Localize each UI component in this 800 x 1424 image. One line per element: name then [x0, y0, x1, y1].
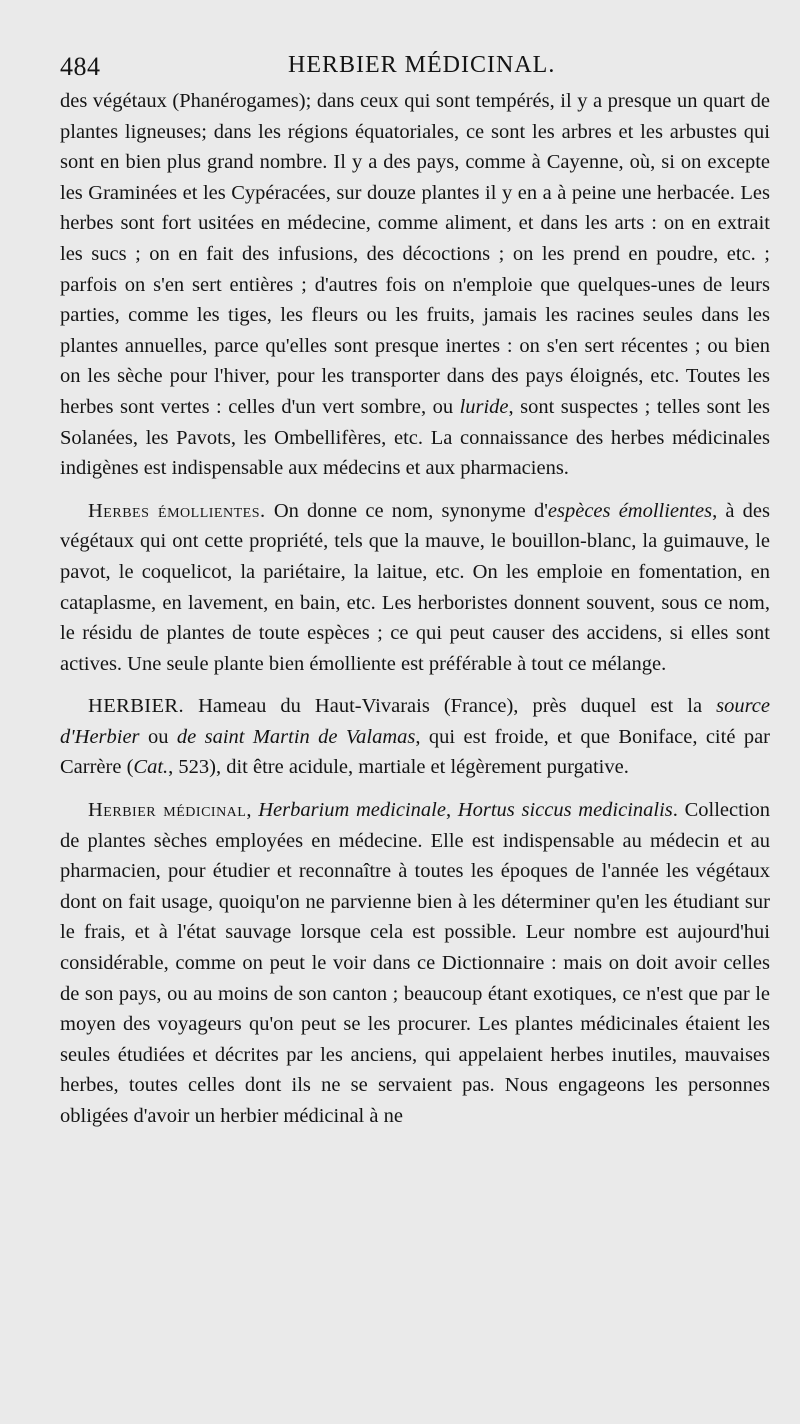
text-run: , sont suspectes ; telles sont les Solanées, les Pavots, les Ombellifères, etc. La connaissance des herbes médicinales indigènes est indispensable aux médecins et aux pharmaciens. — [60, 395, 771, 480]
entry-headword: Herbes émollientes. — [88, 499, 266, 522]
italic-term: de saint Martin de Valamas — [176, 725, 416, 748]
text-run: des végétaux (Phanérogames); dans ceux qui sont tempérés, il y a presque un quart de plantes ligneuses; dans les régions équatoriales, ce sont les arbres et les arbustes qui sont en bien plus grand nombre. Il y a des pays, comme à Cayenne, où, si on excepte les Graminées et les Cypéracées, sur douze plantes il y en a à peine une herbacée. Les herbes sont fort usitées en médecine, comme aliment, et dans les arts : on en extrait les sucs ; on en fait des infusions, des décoctions ; on les prend en poudre, etc. ; parfois on s'en sert entières ; d'autres fois on n'emploie que quelques-unes de leurs parties, comme les tiges, les fleurs ou les fruits, jamais les racines seules dans les plantes annuelles, parce qu'elles sont presque inertes : on s'en sert récentes ; ou bien on les sèche pour l'hiver, pour les transporter dans des pays éloignés, etc. Toutes les herbes sont vertes : celles d'un vert sombre, ou — [60, 90, 770, 418]
entry-headword: Herbier médicinal — [88, 799, 247, 822]
body-text — [60, 86, 770, 1132]
text-run: , qui est froide, et que Boniface, cité par Carrère ( — [60, 725, 770, 779]
text-run: , 523), dit être acidule, martiale et légèrement purgative. — [168, 756, 629, 779]
italic-term: Herbarium medicinale — [258, 799, 446, 822]
text-run: , — [445, 799, 458, 822]
italic-term: Hortus siccus medicinalis — [457, 799, 673, 822]
italic-term: espèces émollientes — [547, 499, 713, 522]
page-header — [60, 52, 770, 86]
text-run: , — [246, 799, 259, 822]
italic-term: luride — [459, 395, 509, 418]
text-run: Hameau du Haut-Vivarais (France), près duquel est la — [184, 695, 717, 718]
italic-term: Cat. — [133, 756, 169, 779]
text-run: ou — [139, 725, 177, 748]
text-run: On donne ce nom, synonyme d' — [265, 499, 548, 522]
running-title: HERBIER MÉDICINAL. — [288, 52, 556, 78]
entry-herbier-medicinal — [60, 795, 770, 1132]
entry-herbier — [60, 691, 770, 783]
entry-headword: HERBIER. — [88, 695, 185, 718]
italic-term: source d'Herbier — [60, 695, 770, 748]
page-number: 484 — [60, 52, 101, 81]
text-run: . Collection de plantes sèches employées en médecine. Elle est indispensable au médecin et au pharmacien, pour étudier et reconnaître à toutes les époques de l'année les végétaux dont on fait usage, quoiqu'on ne parvienne bien à les déterminer qu'en les étudiant sur le frais, et à l'état sauvage lorsque cela est possible. Leur nombre est aujourd'hui considérable, comme on peut le voir dans ce Dictionnaire : mais on doit avoir celles de son pays, ou au moins de son canton ; beaucoup étant exotiques, ce n'est que par le moyen des voyageurs qu'on peut se les procurer. Les plantes médicinales étaient les seules étudiées et décrites par les anciens, qui appelaient herbes inutiles, mauvaises herbes, toutes celles dont ils ne se servaient pas. Nous engageons les personnes obligées d'avoir un herbier médicinal à ne — [60, 799, 771, 1127]
text-run: , à des végétaux qui ont cette propriété, tels que la mauve, le bouillon-blanc, la guimauve, le pavot, le coquelicot, la pariétaire, la laitue, etc. On les emploie en fomentation, en cataplasme, en lavement, en bain, etc. Les herboristes donnent souvent, sous ce nom, le résidu de plantes de toute espèces ; ce qui peut causer des accidens, si elles sont actives. Une seule plante bien émolliente est préférable à tout ce mélange. — [60, 499, 770, 675]
entry-herbes-emollientes — [60, 496, 770, 680]
paragraph-herbes-continued — [60, 86, 770, 484]
